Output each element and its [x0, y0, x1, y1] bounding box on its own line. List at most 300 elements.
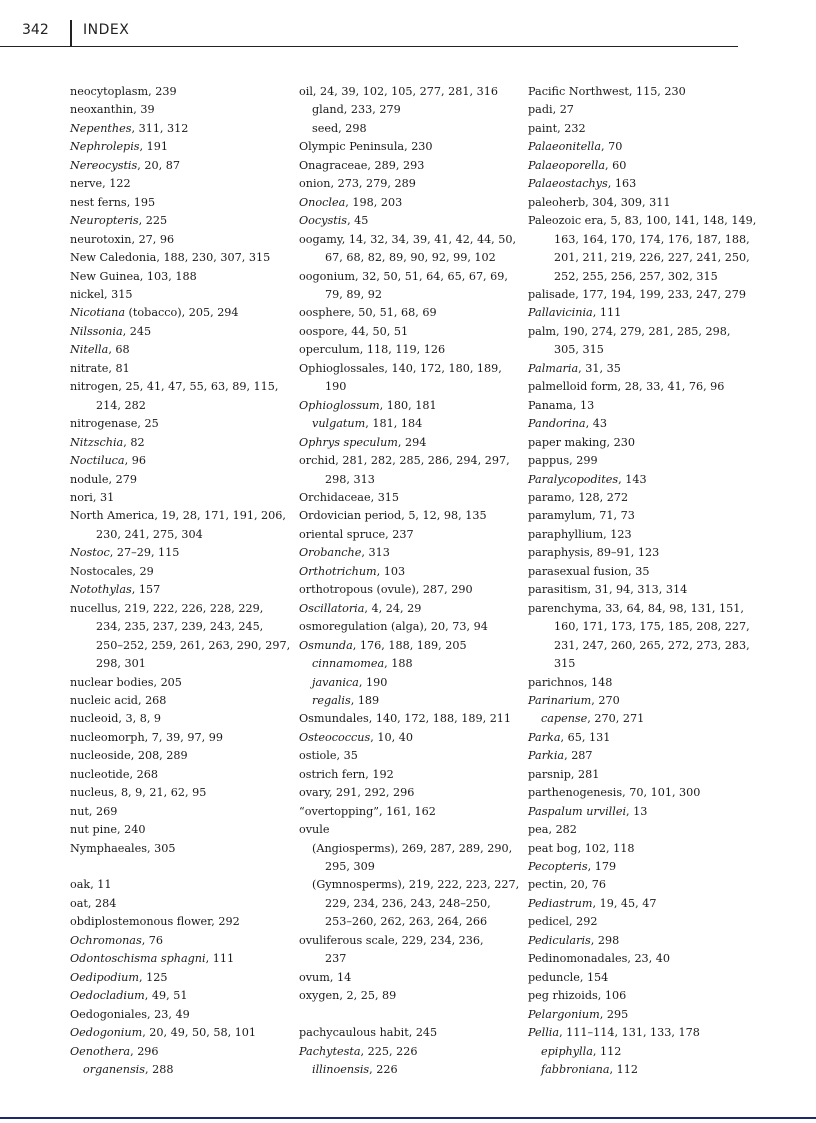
index-entry — [70, 212, 305, 230]
index-locators: , 299 — [569, 454, 598, 468]
index-entry — [299, 360, 534, 397]
index-locators-continued: 230, 241, 275, 304 — [96, 527, 203, 541]
index-term: oosphere — [299, 306, 352, 320]
index-term: Ophioglossales — [299, 361, 385, 375]
index-entry — [528, 563, 763, 581]
index-locators: , 191 — [139, 140, 169, 154]
index-locators-continued: 295, 309 — [325, 860, 375, 874]
index-locators: , 33, 64, 84, 98, 131, 151, — [598, 601, 744, 615]
index-locators: , 25, 41, 47, 55, 63, 89, 115, — [118, 380, 279, 394]
index-entry — [528, 415, 763, 433]
index-entry — [70, 175, 305, 193]
index-term: Olympic Peninsula — [299, 140, 405, 154]
index-term: orthotropous (ovule) — [299, 583, 416, 597]
index-term: (Gymnosperms) — [312, 878, 402, 892]
index-term: neurotoxin — [70, 232, 132, 246]
index-locators: , 179 — [587, 860, 617, 874]
index-locators: , 35 — [336, 749, 358, 763]
index-entry — [528, 803, 763, 821]
index-locators: , 76 — [141, 933, 164, 947]
index-locators: , 50, 51, 68, 69 — [351, 306, 437, 320]
index-term: pea — [528, 823, 549, 837]
index-term: paramylum — [528, 509, 593, 523]
index-term: Parinarium — [528, 693, 592, 707]
index-locators: , 176, 188, 189, 205 — [352, 638, 467, 652]
index-locators: , 3, 8, 9 — [118, 712, 162, 726]
index-entry — [70, 157, 305, 175]
index-term: oil — [299, 85, 313, 98]
index-entry — [528, 600, 763, 674]
index-locators-continued: 315 — [554, 657, 576, 671]
index-locators: , 19, 45, 47 — [592, 896, 657, 910]
index-entry — [299, 526, 534, 544]
index-entry — [70, 747, 305, 765]
index-term: Pedicularis — [528, 933, 591, 947]
index-term: Pedinomonadales — [528, 952, 628, 966]
index-term: paraphysis — [528, 546, 590, 560]
index-term: regalis — [312, 693, 351, 707]
index-term: ostrich fern — [299, 767, 366, 781]
index-term: North America — [70, 509, 155, 523]
index-term: Nitzschia — [70, 435, 124, 449]
index-term: padi — [528, 103, 553, 117]
index-term: oogamy — [299, 232, 342, 246]
index-entry — [70, 840, 305, 858]
index-locators: , 96 — [124, 454, 146, 468]
index-term: nodule — [70, 472, 109, 486]
index-entry — [70, 360, 305, 378]
index-entry — [299, 212, 534, 230]
index-locators: , 140, 172, 188, 189, 211 — [368, 712, 512, 726]
index-entry — [70, 138, 305, 156]
index-locators: , 45 — [347, 214, 369, 228]
index-locators: , 282 — [548, 823, 577, 837]
index-locators-continued: 67, 68, 82, 89, 90, 92, 99, 102 — [325, 251, 496, 265]
index-entry — [528, 175, 763, 193]
index-locators: , 225 — [138, 214, 168, 228]
header-rule — [0, 46, 738, 47]
index-locators: , 287, 290 — [415, 583, 473, 597]
index-locators: , 23, 49 — [146, 1007, 190, 1021]
index-term: parsnip — [528, 767, 571, 781]
index-locators: , 161, 162 — [378, 804, 436, 818]
index-term: oak — [70, 878, 91, 892]
index-locators: , 25 — [137, 417, 159, 431]
index-locators: , 103 — [376, 564, 406, 578]
index-entry — [528, 876, 763, 894]
index-locators: , 240 — [117, 823, 146, 837]
index-entry — [528, 969, 763, 987]
index-locators: , 208, 289 — [130, 749, 188, 763]
index-entry — [528, 932, 763, 950]
index-entry — [70, 969, 305, 987]
index-entry — [70, 674, 305, 692]
index-term: oxygen — [299, 989, 340, 1003]
index-entry — [528, 378, 763, 396]
index-entry — [299, 600, 534, 618]
index-entry — [299, 766, 534, 784]
index-entry — [528, 544, 763, 562]
index-locators: , 311, 312 — [131, 121, 189, 135]
index-locators: , 8, 9, 21, 62, 95 — [113, 786, 207, 800]
index-term: Noctiluca — [70, 454, 125, 468]
index-entry — [528, 507, 763, 525]
index-term: peat bog — [528, 841, 578, 855]
index-locators: , 188 — [384, 657, 413, 671]
index-entry — [70, 341, 305, 359]
index-term: Orthotrichum — [299, 564, 377, 578]
index-locators: , 19, 28, 171, 191, 206, — [154, 509, 286, 523]
index-entry — [528, 101, 763, 119]
index-term: New Guinea — [70, 269, 140, 283]
index-term: Osmunda — [299, 638, 353, 652]
index-locators: , 128, 272 — [571, 490, 629, 504]
index-locators: , 4, 24, 29 — [364, 601, 422, 615]
index-locators: , 5, 12, 98, 135 — [401, 509, 487, 523]
index-locators: , 304, 309, 311 — [585, 195, 671, 209]
index-term: parasitism — [528, 583, 588, 597]
index-term: Palmaria — [528, 361, 579, 375]
index-entry — [528, 1024, 763, 1042]
index-entry — [299, 489, 534, 507]
index-term: orchid — [299, 454, 336, 468]
index-term: Oedogonium — [70, 1026, 143, 1040]
index-entry — [528, 452, 763, 470]
index-entry — [299, 194, 534, 212]
index-locators: , 288 — [145, 1063, 174, 1076]
index-term: fabbroniana — [541, 1063, 610, 1077]
index-term: Neuropteris — [70, 214, 139, 228]
index-term: Orchidaceae — [299, 490, 371, 504]
page-number: 342 — [22, 22, 49, 38]
index-locators: , 296 — [130, 1044, 159, 1058]
index-entry — [299, 544, 534, 562]
index-term: peduncle — [528, 970, 580, 984]
index-locators: , 233, 279 — [343, 103, 401, 117]
index-entry — [70, 600, 305, 674]
index-entry — [528, 784, 763, 802]
index-locators: (tobacco), 205, 294 — [125, 306, 239, 320]
index-locators: , 157 — [131, 583, 161, 597]
index-column-1 — [70, 83, 305, 1079]
index-locators: , 205 — [153, 675, 182, 689]
index-locators: , 279 — [108, 472, 137, 486]
index-locators: , 313 — [361, 546, 390, 560]
index-subentry — [299, 840, 534, 877]
index-term: Nymphaeales — [70, 841, 147, 855]
index-entry — [528, 729, 763, 747]
index-entry — [299, 138, 534, 156]
index-term: Nilssonia — [70, 324, 123, 338]
index-entry — [70, 544, 305, 562]
index-term: Nereocystis — [70, 158, 138, 172]
index-term: Nostocales — [70, 564, 133, 578]
index-entry — [299, 83, 534, 101]
index-locators: , 269 — [88, 804, 118, 818]
index-locators: , 298 — [338, 121, 367, 135]
index-entry — [299, 268, 534, 305]
index-locators: , 125 — [138, 970, 168, 984]
index-term: seed — [312, 121, 339, 135]
index-entry — [70, 766, 305, 784]
index-term: Parkia — [528, 749, 565, 763]
index-entry — [70, 194, 305, 212]
index-locators: , 219, 222, 226, 228, 229, — [117, 601, 264, 615]
index-locators: , 43 — [585, 417, 607, 431]
index-locators: , 225, 226 — [360, 1044, 418, 1058]
index-entry — [299, 563, 534, 581]
index-entry — [299, 932, 534, 969]
index-entry — [528, 674, 763, 692]
index-entry — [70, 1006, 305, 1024]
index-entry — [528, 895, 763, 913]
index-entry — [70, 563, 305, 581]
index-locators-continued: 298, 301 — [96, 657, 146, 671]
index-locators: , 154 — [579, 970, 609, 984]
index-entry — [70, 249, 305, 267]
index-term: nucleic acid — [70, 693, 138, 707]
index-term: pedicel — [528, 915, 569, 929]
index-column-3 — [528, 83, 763, 1079]
index-locators: , 230 — [404, 140, 433, 154]
index-entry — [528, 83, 763, 101]
index-locators: , 195 — [126, 195, 156, 209]
index-locators-continued: 214, 282 — [96, 398, 146, 412]
index-locators: , 268 — [137, 693, 167, 707]
index-entry — [70, 1024, 305, 1042]
index-locators: , 82 — [123, 435, 145, 449]
index-locators: , 112 — [592, 1044, 622, 1058]
index-subentry — [299, 692, 534, 710]
index-entry — [70, 803, 305, 821]
index-term: capense — [541, 712, 588, 726]
index-term: Onoclea — [299, 195, 346, 209]
index-locators: , 273, 279, 289 — [330, 177, 416, 191]
index-locators-continued: 250–252, 259, 261, 263, 290, 297, — [96, 638, 291, 652]
index-locators: , 188, 230, 307, 315 — [156, 251, 271, 265]
index-term: Oedocladium — [70, 989, 145, 1003]
index-locators: , 70, 101, 300 — [622, 786, 701, 800]
index-term: cinnamomea — [312, 657, 385, 671]
index-term: vulgatum — [312, 417, 366, 431]
index-locators: , 111 — [205, 952, 235, 966]
index-entry — [299, 1043, 534, 1061]
index-term: Nepenthes — [70, 121, 132, 135]
index-locators: , 106 — [597, 989, 627, 1003]
index-term: Nephrolepis — [70, 140, 140, 154]
index-term: ovary — [299, 786, 329, 800]
index-locators: , 24, 39, 102, 105, 277, 281, 316 — [312, 85, 498, 98]
index-locators: , 14, 32, 34, 39, 41, 42, 44, 50, — [341, 232, 517, 246]
index-locators: , 295 — [599, 1007, 629, 1021]
index-locators: , 315 — [104, 287, 133, 301]
index-entry — [299, 452, 534, 489]
index-term: oogonium — [299, 269, 355, 283]
index-locators-continued: 163, 164, 170, 174, 176, 187, 188, — [554, 232, 750, 246]
index-entry — [70, 101, 305, 119]
index-entry — [528, 747, 763, 765]
index-term: ovuliferous scale — [299, 933, 395, 947]
index-entry — [528, 858, 763, 876]
index-term: Ordovician period — [299, 509, 402, 523]
index-term: Oenothera — [70, 1044, 131, 1058]
index-locators: , 31, 94, 313, 314 — [587, 583, 688, 597]
index-term: Palaeonitella — [528, 140, 602, 154]
index-term: parenchyma — [528, 601, 599, 615]
index-locators: , 281 — [570, 767, 600, 781]
index-term: Oocystis — [299, 214, 348, 228]
index-entry — [528, 397, 763, 415]
index-term: Ochromonas — [70, 933, 142, 947]
index-locators: , 189 — [350, 693, 380, 707]
index-entry — [299, 618, 534, 636]
index-entry — [70, 452, 305, 470]
letter-gap — [70, 858, 305, 876]
index-locators-continued: 229, 234, 236, 243, 248–250, — [325, 896, 491, 910]
index-term: (Angiosperms) — [312, 841, 395, 855]
index-term: paper making — [528, 435, 607, 449]
index-term: Oedogoniales — [70, 1007, 147, 1021]
index-term: palm — [528, 324, 557, 338]
index-subentry — [528, 1043, 763, 1061]
index-entry — [70, 471, 305, 489]
index-locators: , 287 — [564, 749, 593, 763]
index-locators: , 229, 234, 236, — [394, 933, 484, 947]
index-subentry — [528, 1061, 763, 1079]
index-entry — [528, 304, 763, 322]
header-separator — [70, 20, 72, 47]
index-locators: , 70 — [601, 140, 623, 154]
index-entry — [528, 323, 763, 360]
index-locators: , 28, 33, 41, 76, 96 — [617, 380, 725, 394]
index-entry — [299, 581, 534, 599]
index-subentry — [299, 655, 534, 673]
index-locators-continued: 231, 247, 260, 265, 272, 273, 283, — [554, 638, 750, 652]
index-term: illinoensis — [312, 1063, 370, 1076]
index-entry — [70, 876, 305, 894]
index-term: Pediastrum — [528, 896, 593, 910]
index-locators-continued: 253–260, 262, 263, 264, 266 — [325, 915, 488, 929]
index-term: “overtopping” — [299, 804, 379, 818]
index-entry — [299, 710, 534, 728]
footer-rule — [0, 1117, 816, 1119]
index-locators-continued: 190 — [325, 380, 347, 394]
index-entry — [70, 489, 305, 507]
index-entry — [70, 729, 305, 747]
index-locators: , 65, 131 — [560, 730, 611, 744]
index-term: paraphyllium — [528, 527, 604, 541]
index-entry — [70, 268, 305, 286]
index-term: palmelloid form — [528, 380, 618, 394]
index-term: nut — [70, 804, 89, 818]
index-term: nitrogen — [70, 380, 119, 394]
index-term: Oscillatoria — [299, 601, 365, 615]
index-entry — [528, 434, 763, 452]
index-entry — [70, 120, 305, 138]
index-entry — [70, 950, 305, 968]
index-entry — [528, 821, 763, 839]
index-locators-continued: 298, 313 — [325, 472, 375, 486]
index-locators: , 112 — [609, 1063, 639, 1077]
index-locators: , 237 — [385, 527, 414, 541]
index-locators: , 281, 282, 285, 286, 294, 297, — [335, 454, 510, 468]
index-term: New Caledonia — [70, 251, 157, 265]
index-entry — [528, 581, 763, 599]
index-locators: , 111–114, 131, 133, 178 — [559, 1026, 700, 1040]
index-entry — [70, 378, 305, 415]
index-term: nickel — [70, 287, 105, 301]
index-term: pappus — [528, 454, 570, 468]
index-locators-continued: 79, 89, 92 — [325, 287, 382, 301]
index-locators: , 14 — [329, 970, 352, 984]
index-locators: , 27 — [552, 103, 574, 117]
index-locators: , 289, 293 — [367, 158, 425, 172]
index-locators: , 268 — [129, 767, 158, 781]
index-locators: , 20, 49, 50, 58, 101 — [142, 1026, 257, 1040]
index-entry — [299, 434, 534, 452]
index-locators-continued: 234, 235, 237, 239, 243, 245, — [96, 620, 264, 634]
index-locators: , 123 — [603, 527, 632, 541]
index-entry — [70, 581, 305, 599]
index-term: Paspalum urvillei — [528, 804, 627, 818]
index-entry — [70, 1043, 305, 1061]
index-term: obdiplostemonous flower — [70, 915, 212, 929]
index-locators: , 20, 87 — [137, 158, 180, 172]
index-locators: , 245 — [408, 1026, 438, 1040]
index-locators-continued: 160, 171, 173, 175, 185, 208, 227, — [554, 620, 750, 634]
index-entry — [70, 231, 305, 249]
index-locators: , 190, 274, 279, 281, 285, 298, — [556, 324, 731, 338]
page-header — [0, 0, 816, 50]
index-term: Orobanche — [299, 546, 362, 560]
index-entry — [70, 987, 305, 1005]
index-entry — [528, 766, 763, 784]
index-entry — [299, 397, 534, 415]
index-term: nucleoid — [70, 712, 119, 726]
index-locators: , 292 — [211, 915, 240, 929]
index-entry — [528, 1006, 763, 1024]
index-locators: , 181, 184 — [365, 417, 423, 431]
index-term: ostiole — [299, 749, 337, 763]
index-locators: , 122 — [102, 177, 131, 191]
index-entry — [299, 175, 534, 193]
index-locators: , 23, 40 — [627, 952, 671, 966]
index-term: nucellus — [70, 601, 118, 615]
index-term: Ophioglossum — [299, 398, 380, 412]
index-entry — [70, 304, 305, 322]
index-entry — [299, 987, 534, 1005]
index-locators: , 29 — [132, 564, 154, 578]
index-locators: , 298 — [590, 933, 620, 947]
index-subentry — [299, 101, 534, 119]
index-term: nerve — [70, 177, 103, 191]
index-entry — [299, 507, 534, 525]
index-locators: , 148 — [583, 675, 613, 689]
index-locators-continued: 201, 211, 219, 226, 227, 241, 250, — [554, 251, 750, 265]
index-locators: , 13 — [626, 804, 648, 818]
index-term: onion — [299, 177, 331, 191]
index-term: paleoherb — [528, 195, 586, 209]
index-term: nucleotide — [70, 767, 130, 781]
index-term: Nostoc — [70, 546, 110, 560]
index-term: neocytoplasm — [70, 85, 149, 98]
index-locators: , 27–29, 115 — [109, 546, 180, 560]
index-term: javanica — [312, 675, 359, 689]
index-term: Pallavicinia — [528, 306, 593, 320]
index-locators: , 71, 73 — [592, 509, 635, 523]
index-locators: , 270 — [591, 693, 620, 707]
index-subentry — [299, 120, 534, 138]
